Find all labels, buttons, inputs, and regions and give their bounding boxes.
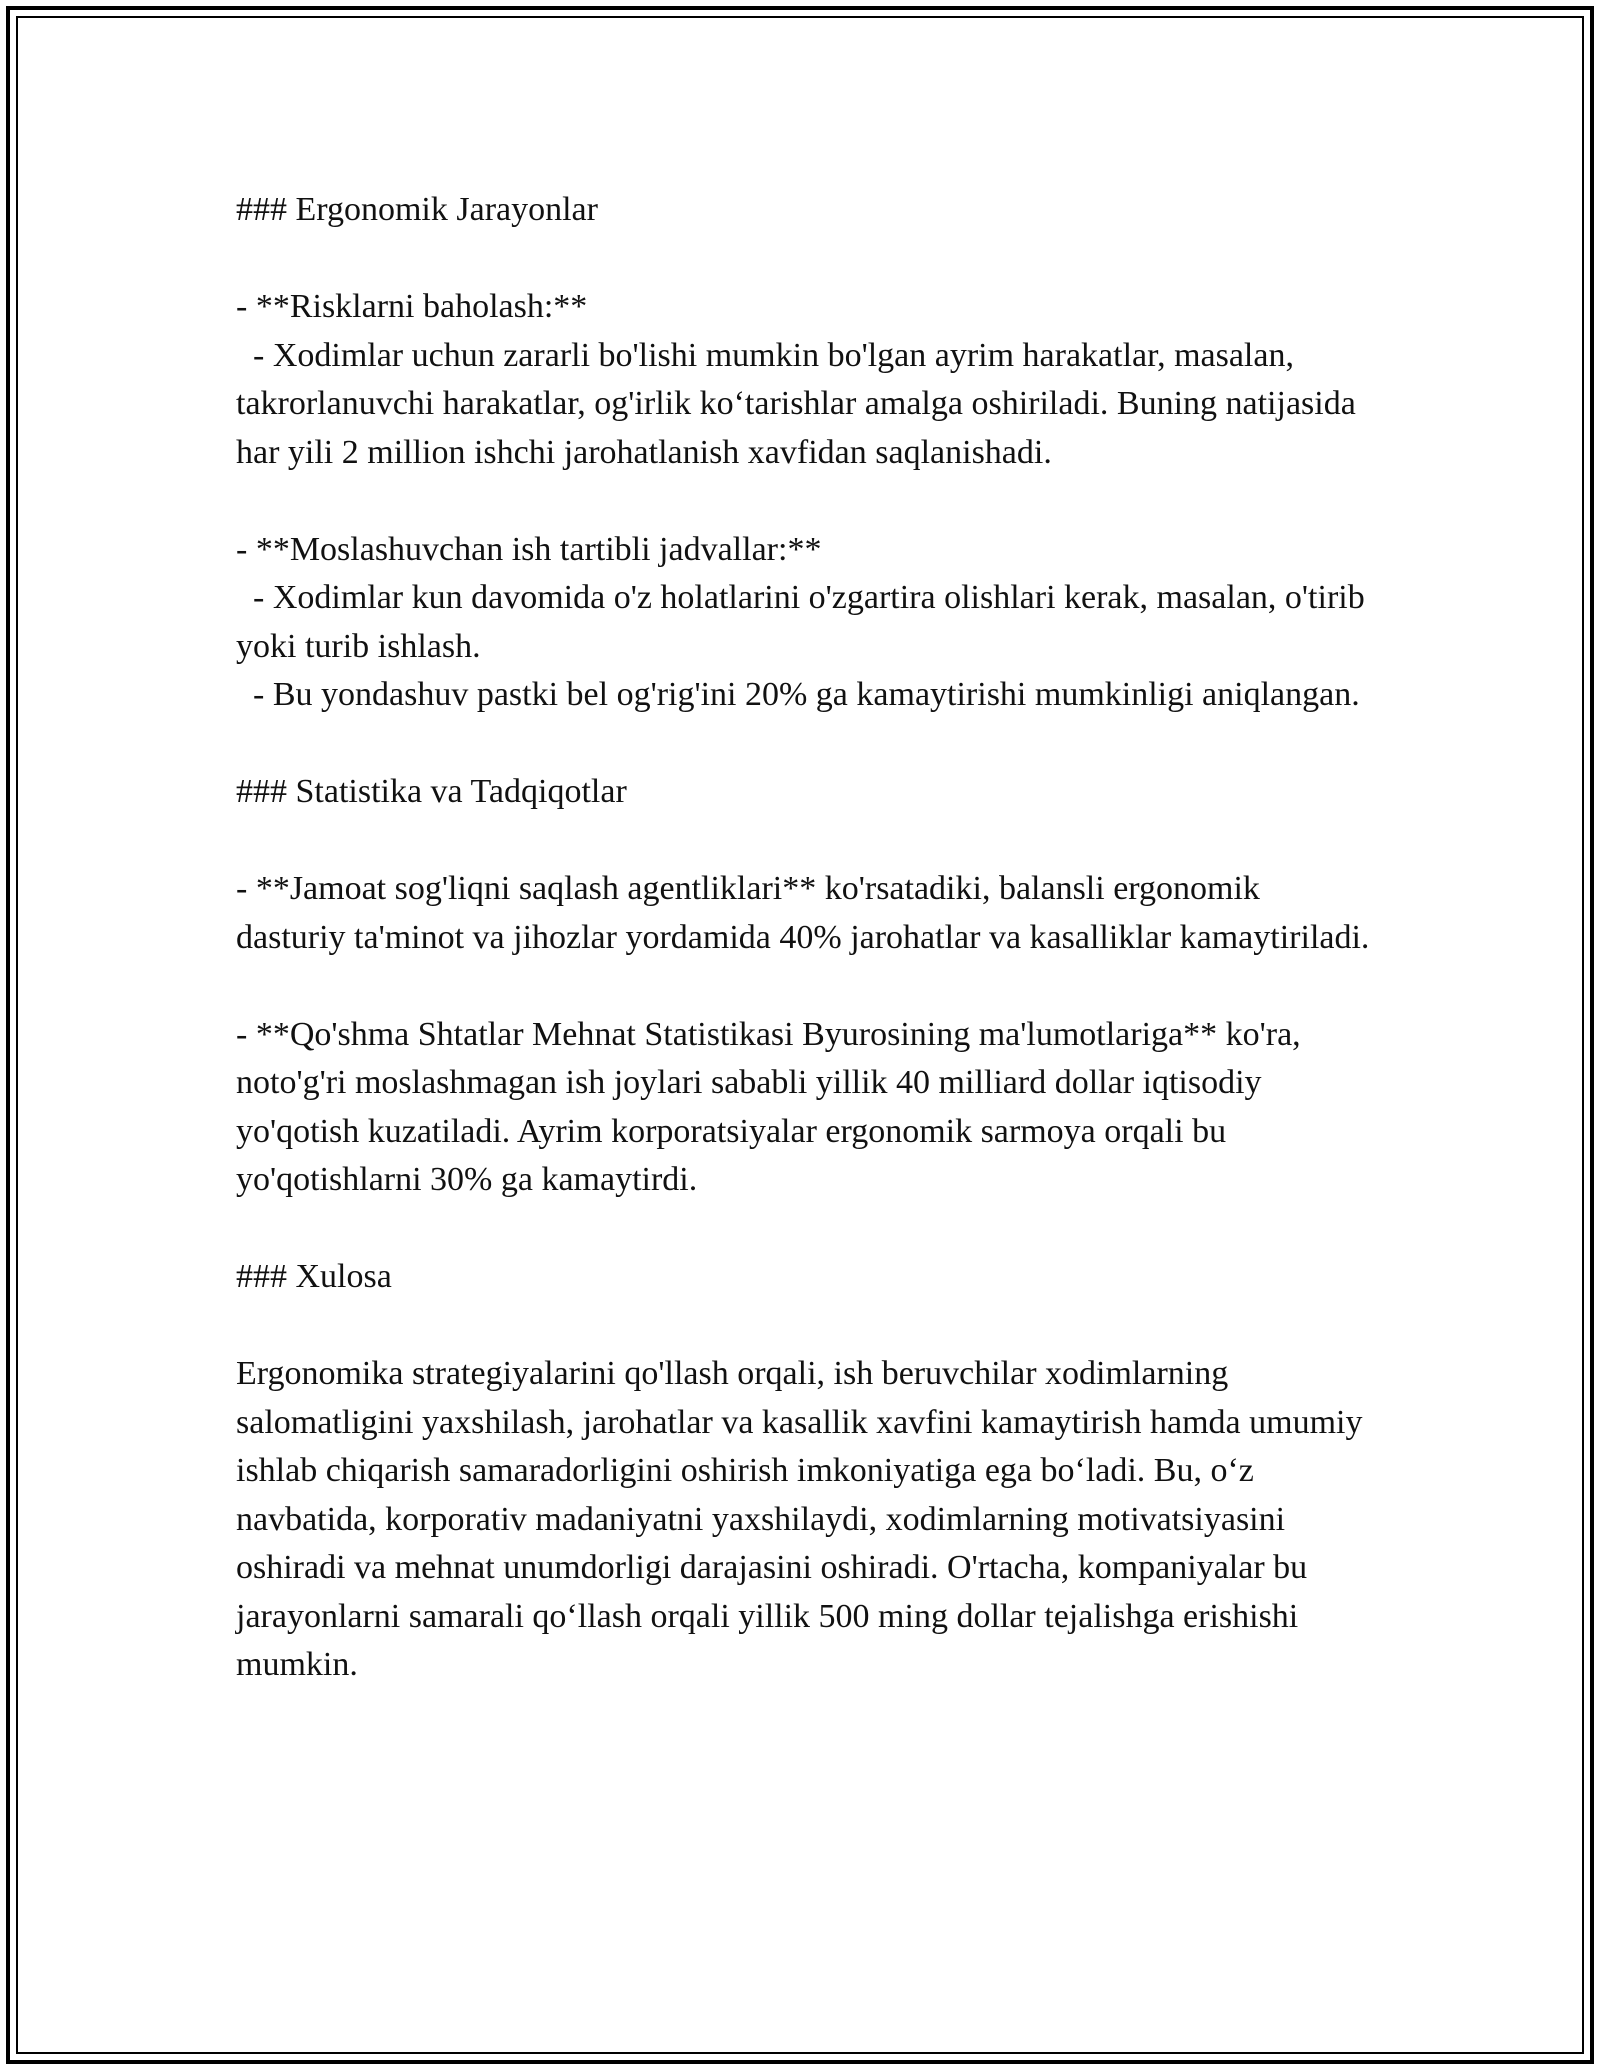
list-item-text-risk-assessment: - Xodimlar uchun zararli bo'lishi mumkin bo'lgan ayrim harakatlar, masalan, takrorlanuvchi harakatlar, og'irlik ko‘tarishlar amalga oshiriladi. Buning natijasida har yili 2 million ishchi jarohatlanish xavfidan saqlanishadi.	[236, 336, 1365, 471]
document-body	[236, 186, 1376, 1690]
section-heading-conclusion: ### Xulosa	[236, 1258, 392, 1295]
list-item-title-flexible-schedules: - **Moslashuvchan ish tartibli jadvallar:**	[236, 530, 822, 568]
list-item-statistics-2: - **Qo'shma Shtatlar Mehnat Statistikasi Byurosining ma'lumotlariga** ko'ra, noto'g'ri moslashmagan ish joylari sababli yillik 40 milliard dollar iqtisodiy yo'qotish kuzatiladi. Ayrim korporatsiyalar ergonomik sarmoya orqali bu yo'qotishlarni 30% ga kamaytirdi.	[236, 1015, 1310, 1198]
list-item-text-flexible-schedules-2: - Bu yondashuv pastki bel og'rig'ini 20% ga kamaytirishi mumkinligi aniqlangan.	[236, 676, 1360, 713]
list-item-title-risk-assessment: - **Risklarni baholash:**	[236, 288, 588, 325]
section-heading-ergonomic-processes: ### Ergonomik Jarayonlar	[236, 191, 598, 228]
list-item-statistics-1: - **Jamoat sog'liqni saqlash agentliklari** ko'rsatadiki, balansli ergonomik dasturiy ta'minot va jihozlar yordamida 40% jarohatlar va kasalliklar kamaytiriladi.	[236, 870, 1370, 956]
list-item-text-flexible-schedules-1: - Xodimlar kun davomida o'z holatlarini o'zgartira olishlari kerak, masalan, o'tirib yoki turib ishlash.	[236, 579, 1374, 665]
conclusion-paragraph: Ergonomika strategiyalarini qo'llash orqali, ish beruvchilar xodimlarning salomatligini yaxshilash, jarohatlar va kasallik xavfini kamaytirish hamda umumiy ishlab chiqarish samaradorligini oshirish imkoniyatiga ega bo‘ladi. Bu, o‘z navbatida, korporativ madaniyatni yaxshilaydi, xodimlarning motivatsiyasini oshiradi va mehnat unumdorligi darajasini oshiradi. O'rtacha, kompaniyalar bu jarayonlarni samarali qo‘llash orqali yillik 500 ming dollar tejalishga erishishi mumkin.	[236, 1355, 1371, 1683]
section-heading-statistics: ### Statistika va Tadqiqotlar	[236, 773, 627, 810]
